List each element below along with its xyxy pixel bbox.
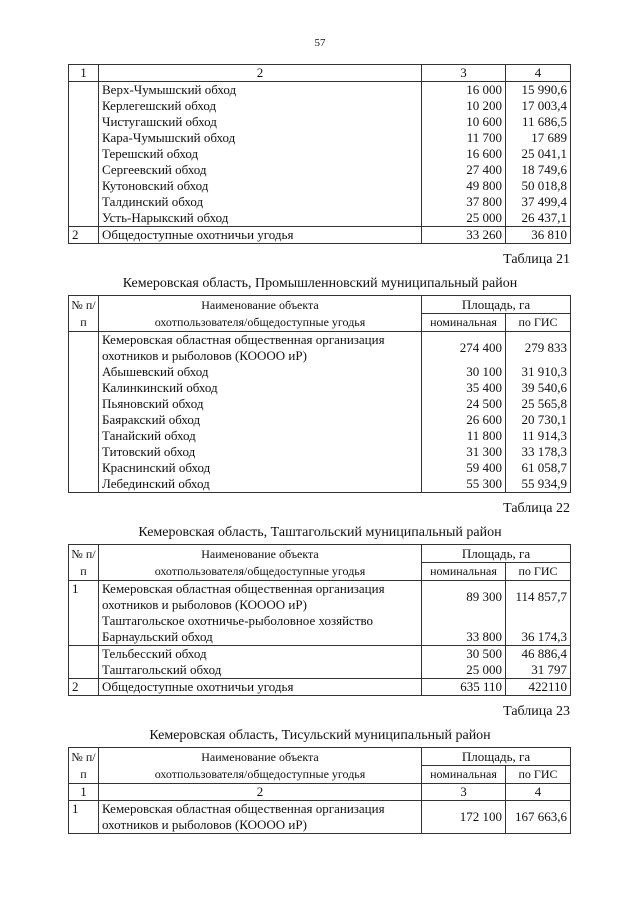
header-object-name [99,748,422,784]
header-number: № п/п [69,748,99,784]
nominal-area-cell [422,364,506,493]
header-number: № п/п [69,545,99,581]
table-22-title: Кемеровская область, Таштагольский муниципальный район [138,525,502,540]
table-row [69,364,571,493]
object-name: охотников и рыболовов (КОООО иР) [102,597,307,612]
column-number: 2 [99,784,422,801]
nominal-area: 11 800 [466,428,502,443]
row-number [69,82,99,227]
gis-area: 46 886,4 [521,646,567,661]
object-name-cell [99,227,422,244]
gis-area-cell [506,332,571,365]
gis-area: 31 910,3 [521,364,567,379]
object-name: Тельбесский обход [102,646,207,661]
nominal-area: 59 400 [466,460,502,475]
nominal-area: 10 600 [466,114,502,129]
header-gis: по ГИС [506,563,571,581]
object-name: Пьяновский обход [102,396,204,411]
object-name: Лебединский обход [102,476,210,491]
nominal-area-cell [422,646,506,679]
column-number: 4 [506,784,571,801]
column-number-row [69,65,571,82]
row-number: 2 [69,679,99,696]
object-name: охотников и рыболовов (КОООО иР) [102,348,307,363]
column-number: 1 [69,784,99,801]
row-number: 2 [69,227,99,244]
header-area: Площадь, га [422,748,571,766]
header-object-name [99,545,422,581]
table-22-label: Таблица 22 [503,501,570,516]
object-name: Общедоступные охотничьи угодья [102,679,294,694]
table-row [69,646,571,679]
gis-area: 61 058,7 [521,460,567,475]
nominal-area: 30 500 [466,646,502,661]
object-name-cell [99,332,422,365]
object-name: Верх-Чумышский обход [102,82,237,97]
nominal-area: 10 200 [466,98,502,113]
nominal-area: 26 600 [466,412,502,427]
object-name: Абышевский обход [102,364,209,379]
gis-area-cell [506,364,571,493]
table-row [69,332,571,365]
header-object-name [99,296,422,332]
object-name: Кутоновский обход [102,178,209,193]
nominal-area: 33 800 [466,629,502,644]
object-name-cell [99,613,422,646]
object-name: Таштагольский обход [102,662,222,677]
object-name: Титовский обход [102,444,196,459]
nominal-area-cell [422,801,506,834]
header-name-line: Наименование объекта [201,749,319,764]
gis-area: 55 934,9 [521,476,567,491]
nominal-area-cell [422,613,506,646]
gis-area: 36 810 [531,227,567,242]
gis-area-cell [506,801,571,834]
gis-area-cell [506,646,571,679]
header-name-line: охотпользователя/общедоступные угодья [154,766,366,781]
row-number [69,332,99,365]
table-row [69,82,571,227]
gis-area-cell [506,82,571,227]
nominal-area: 24 500 [466,396,502,411]
column-number: 1 [69,65,99,82]
gis-area: 11 914,3 [521,428,567,443]
nominal-area-cell [422,227,506,244]
object-name: Танайский обход [102,428,196,443]
table-21-title: Кемеровская область, Промышленновский муниципальный район [122,276,518,291]
column-number: 3 [422,65,506,82]
header-area: Площадь, га [422,296,571,314]
nominal-area: 25 000 [466,210,502,225]
header-area: Площадь, га [422,545,571,563]
object-name: Барнаульский обход [102,629,213,644]
table-row [69,227,571,244]
object-name: Сергеевский обход [102,162,207,177]
table-row [69,581,571,614]
gis-area: 167 663,6 [515,809,567,824]
gis-area: 20 730,1 [521,412,567,427]
nominal-area-cell [422,581,506,614]
gis-area: 36 174,3 [521,629,567,644]
row-number [69,364,99,493]
header-nominal: номинальная [422,314,506,332]
object-name: Баяракский обход [102,412,201,427]
gis-area: 11 686,5 [521,114,567,129]
object-name-cell [99,364,422,493]
object-name-cell [99,801,422,834]
gis-area: 422110 [528,679,567,694]
object-name: охотников и рыболовов (КОООО иР) [102,817,307,832]
header-name-line: охотпользователя/общедоступные угодья [154,563,366,578]
row-number [69,646,99,679]
object-name: Терешский обход [102,146,199,161]
object-name: Кемеровская областная общественная организация [102,801,385,816]
gis-area: 37 499,4 [521,194,567,209]
gis-area: 18 749,6 [521,162,567,177]
object-name: Кара-Чумышский обход [102,130,236,145]
nominal-area: 27 400 [466,162,502,177]
gis-area: 50 018,8 [521,178,567,193]
header-name-line: Наименование объекта [201,297,319,312]
nominal-area: 16 000 [466,82,502,97]
object-name: Общедоступные охотничьи угодья [102,227,294,242]
nominal-area-cell [422,82,506,227]
nominal-area: 31 300 [466,444,502,459]
table-row [69,801,571,834]
nominal-area: 25 000 [466,662,502,677]
nominal-area: 89 300 [466,589,502,604]
gis-area: 279 833 [524,340,567,355]
column-number: 3 [422,784,506,801]
nominal-area: 16 600 [466,146,502,161]
nominal-area-cell [422,679,506,696]
table-continuation [68,64,571,244]
table-21-label: Таблица 21 [503,252,570,267]
header-row [69,748,571,766]
gis-area-cell [506,581,571,614]
object-name: Кемеровская областная общественная организация [102,332,385,347]
header-gis: по ГИС [506,314,571,332]
table-row [69,613,571,646]
gis-area-cell [506,227,571,244]
object-name: Кемеровская областная общественная организация [102,581,385,596]
header-number: № п/п [69,296,99,332]
object-name: Керлегешский обход [102,98,217,113]
page-number: 57 [314,37,326,49]
object-name: Чистугашский обход [102,114,217,129]
header-nominal: номинальная [422,563,506,581]
gis-area: 31 797 [531,662,567,677]
table-23 [68,747,571,834]
nominal-area-cell [422,332,506,365]
gis-area: 25 041,1 [521,146,567,161]
column-number-row [69,784,571,801]
nominal-area: 172 100 [459,809,502,824]
nominal-area: 55 300 [466,476,502,491]
table-21 [68,295,571,493]
header-nominal: номинальная [422,766,506,784]
object-name-cell [99,82,422,227]
row-number: 1 [69,581,99,614]
nominal-area: 49 800 [466,178,502,193]
header-row [69,545,571,563]
gis-area: 39 540,6 [521,380,567,395]
nominal-area: 30 100 [466,364,502,379]
gis-area-cell [506,613,571,646]
table-row [69,679,571,696]
nominal-area: 11 700 [466,130,502,145]
row-number [69,613,99,646]
table-23-label: Таблица 23 [503,704,570,719]
nominal-area: 33 260 [466,227,502,242]
column-number: 4 [506,65,571,82]
object-name: Краснинский обход [102,460,211,475]
object-name-cell [99,581,422,614]
gis-area: 33 178,3 [521,444,567,459]
gis-area: 15 990,6 [521,82,567,97]
header-row [69,296,571,314]
header-name-line: Наименование объекта [201,546,319,561]
object-name: Талдинский обход [102,194,204,209]
gis-area: 17 003,4 [521,98,567,113]
nominal-area: 274 400 [459,340,502,355]
gis-area: 26 437,1 [521,210,567,225]
object-name: Калинкинский обход [102,380,218,395]
object-name-cell [99,679,422,696]
column-number: 2 [99,65,422,82]
gis-area: 17 689 [531,130,567,145]
nominal-area: 35 400 [466,380,502,395]
header-name-line: охотпользователя/общедоступные угодья [154,314,366,329]
nominal-area: 635 110 [460,679,502,694]
gis-area: 25 565,8 [521,396,567,411]
gis-area: 114 857,7 [515,589,567,604]
object-name: Усть-Нарыкский обход [102,210,229,225]
nominal-area: 37 800 [466,194,502,209]
object-name: Таштагольское охотничье-рыболовное хозяйство [102,613,374,628]
row-number: 1 [69,801,99,834]
table-23-title: Кемеровская область, Тисульский муниципальный район [149,728,491,743]
object-name-cell [99,646,422,679]
header-gis: по ГИС [506,766,571,784]
table-22 [68,544,571,696]
gis-area-cell [506,679,571,696]
